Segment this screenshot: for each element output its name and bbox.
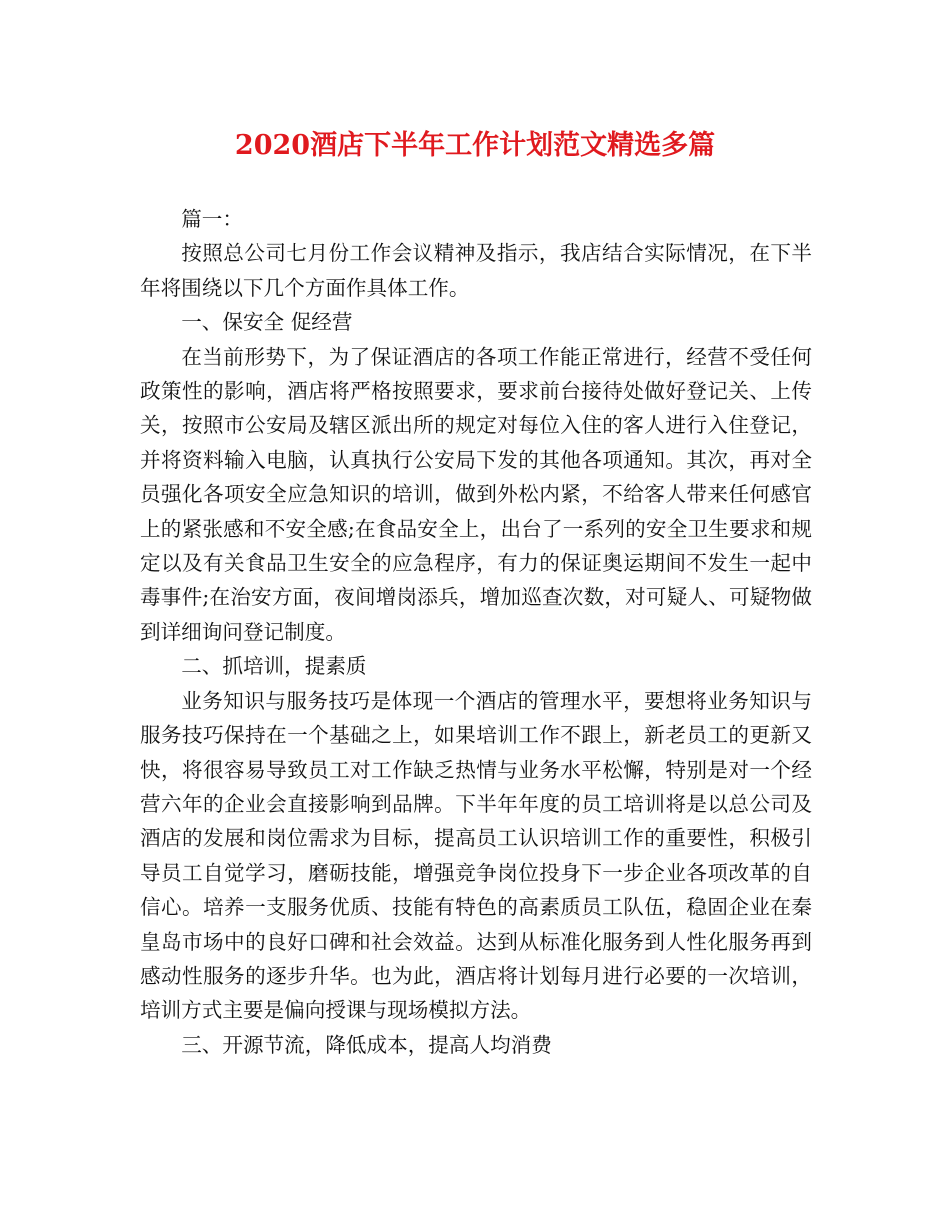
heading-safety: 一、保安全 促经营 (181, 310, 353, 335)
training-paragraph: 业务知识与服务技巧是体现一个酒店的管理水平，要想将业务知识与服务技巧保持在一个基础之上，如果培训工作不跟上，新老员工的更新又快，将很容易导致员工对工作缺乏热情与业务水平松懈，特别是对一个经营六年的企业会直接影响到品牌。下半年年度的员工培训将是以总公司及酒店的发展和岗位需求为目标，提高员工认识培训工作的重要性，积极引导员工自觉学习，磨砺技能，增强竞争岗位投身下一步企业各项改革的自信心。培养一支服务优质、技能有特色的高素质员工队伍，稳固企业在秦皇岛市场中的良好口碑和社会效益。达到从标准化服务到人性化服务再到感动性服务的逐步升华。也为此，酒店将计划每月进行必要的一次培训，培训方式主要是偏向授课与现场模拟方法。 (140, 688, 812, 1023)
section-label: 篇一： (181, 207, 243, 231)
heading-training: 二、抓培训，提素质 (181, 654, 367, 679)
document-body (140, 202, 812, 1062)
document-title: 2020酒店下半年工作计划范文精选多篇 (234, 130, 716, 161)
heading-cost: 三、开源节流，降低成本，提高人均消费 (181, 1032, 552, 1057)
intro-paragraph: 按照总公司七月份工作会议精神及指示，我店结合实际情况，在下半年将围绕以下几个方面作具体工作。 (140, 241, 812, 300)
safety-paragraph: 在当前形势下，为了保证酒店的各项工作能正常进行，经营不受任何政策性的影响，酒店将严格按照要求，要求前台接待处做好登记关、上传关，按照市公安局及辖区派出所的规定对每位入住的客人进行入住登记，并将资料输入电脑，认真执行公安局下发的其他各项通知。其次，再对全员强化各项安全应急知识的培训，做到外松内紧，不给客人带来任何感官上的紧张感和不安全感;在食品安全上，出台了一系列的安全卫生要求和规定以及有关食品卫生安全的应急程序，有力的保证奥运期间不发生一起中毒事件;在治安方面，夜间增岗添兵，增加巡查次数，对可疑人、可疑物做到详细询问登记制度。 (140, 344, 812, 644)
